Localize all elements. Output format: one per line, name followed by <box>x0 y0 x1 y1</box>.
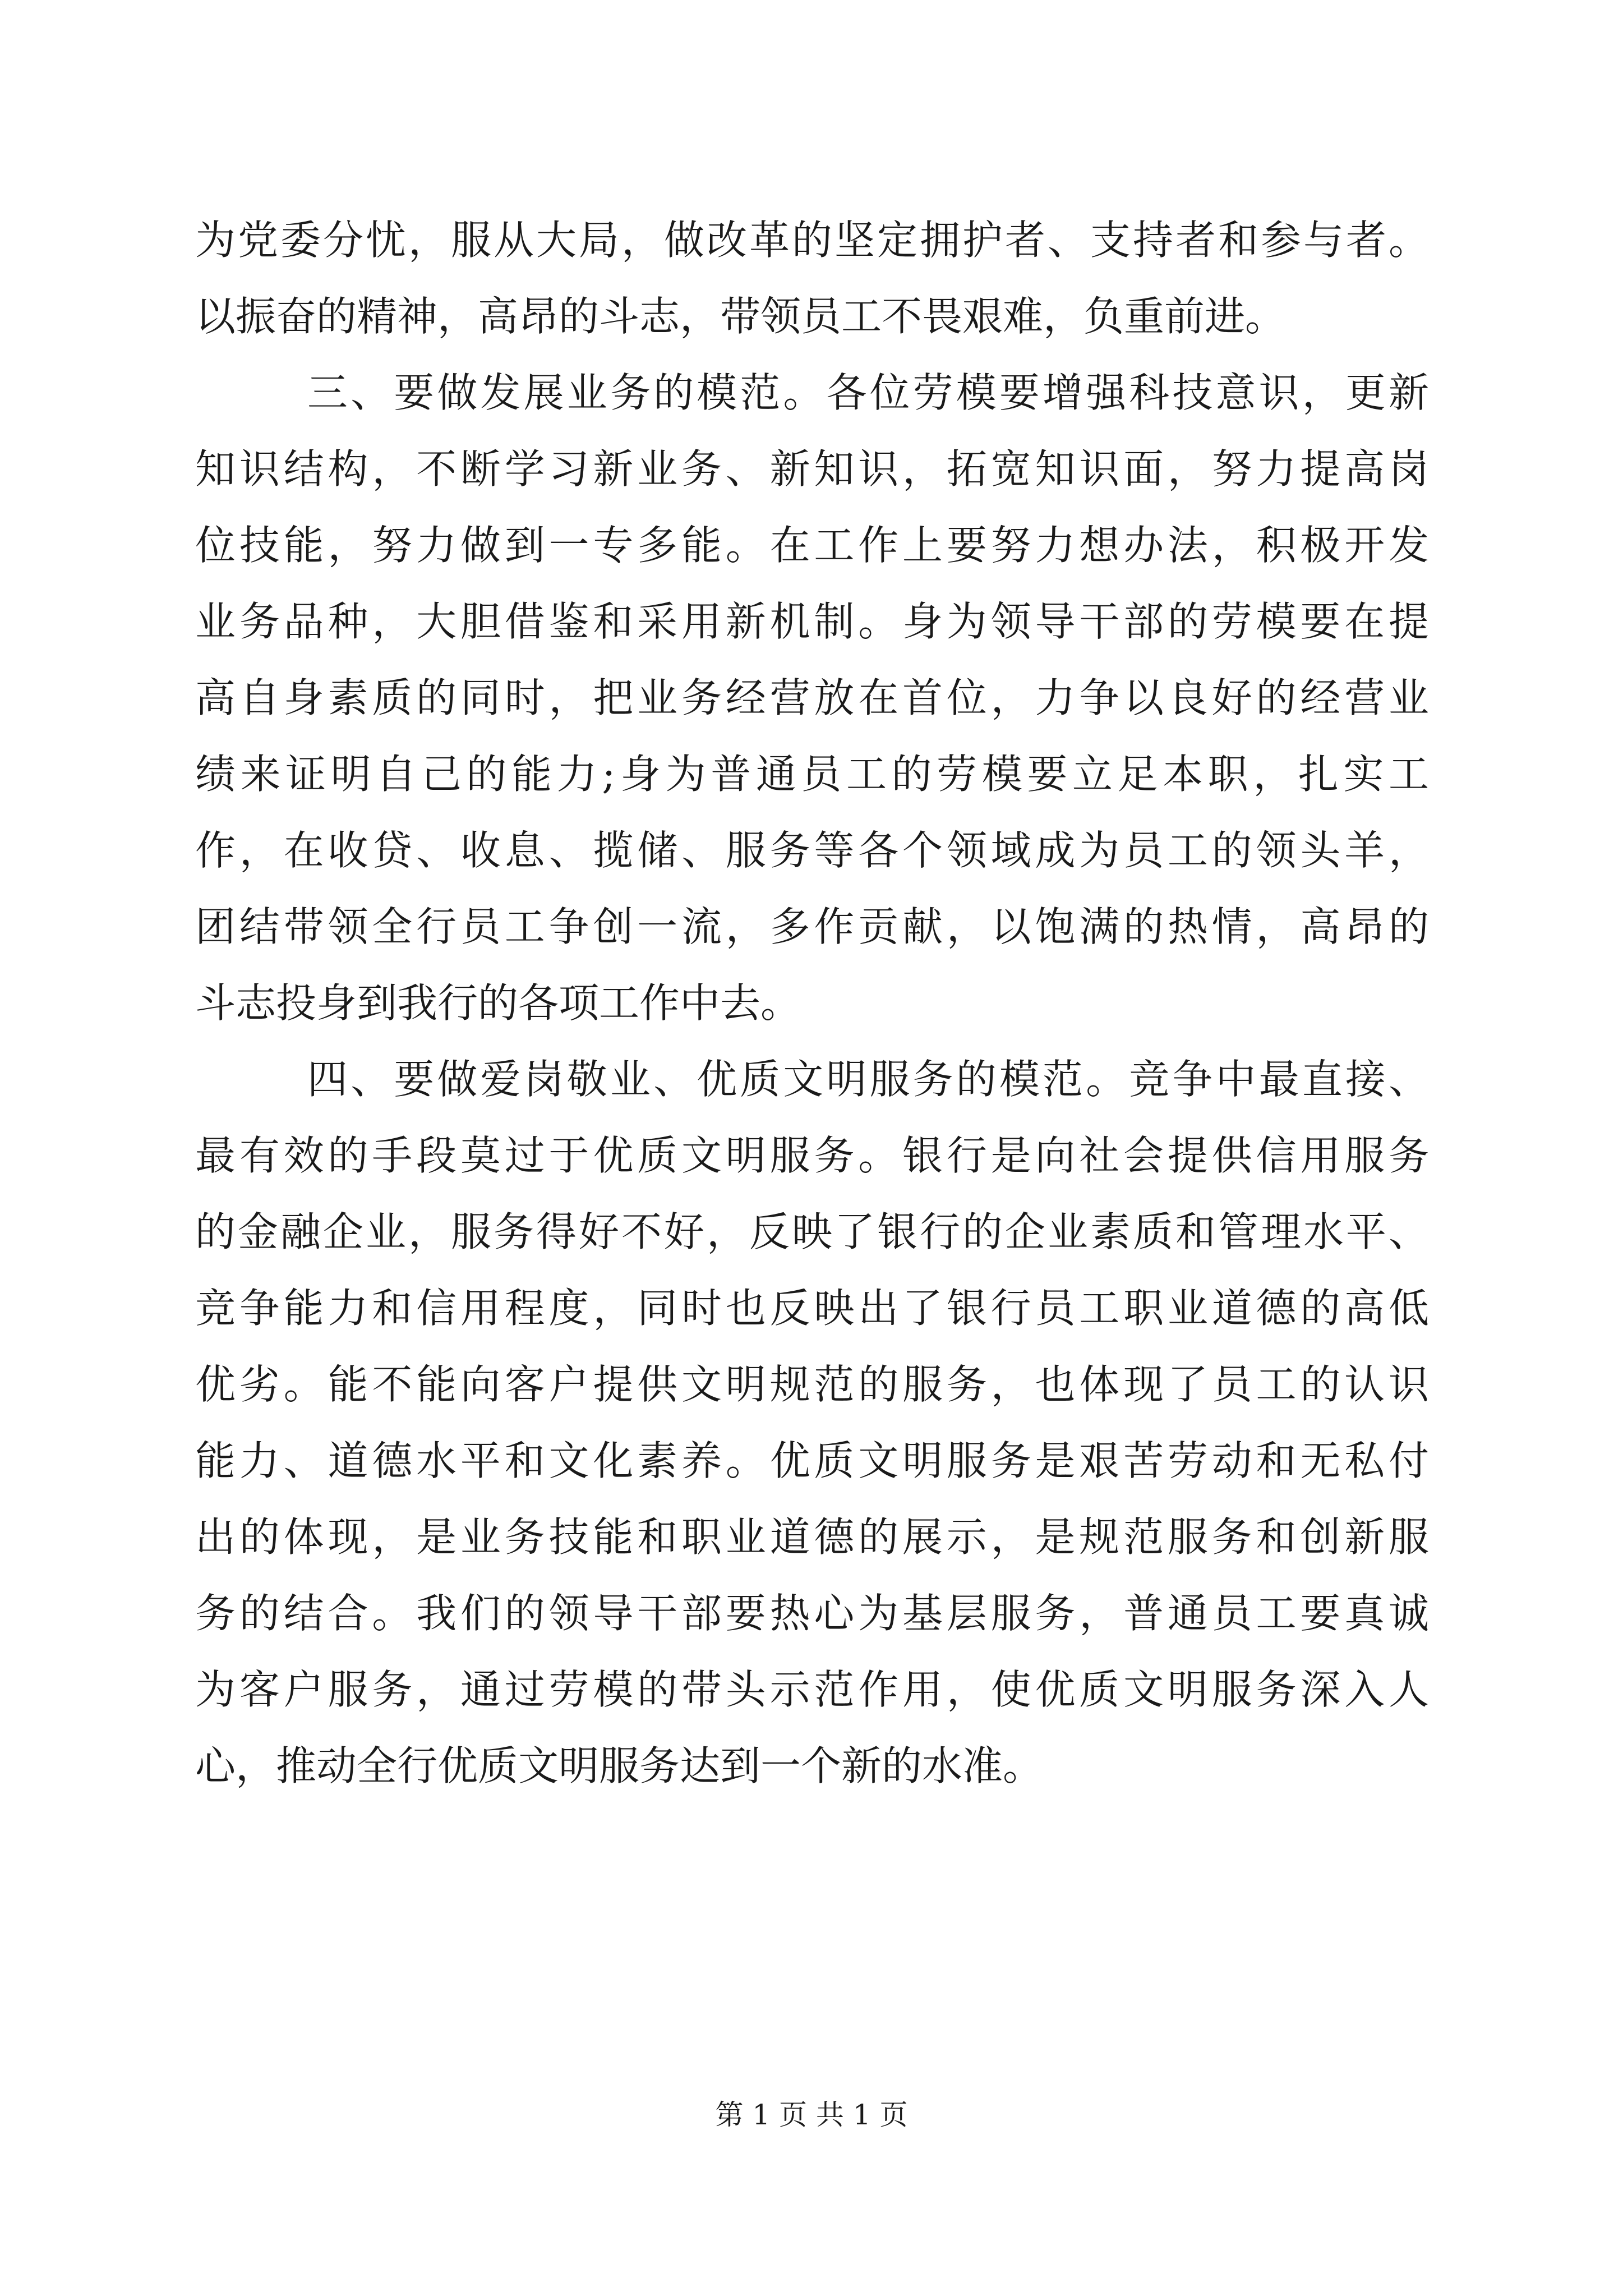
text-line: 出的体现，是业务技能和职业道德的展示，是规范服务和创新服 <box>195 1513 1429 1561</box>
text-line: 绩来证明自己的能力;身为普通员工的劳模要立足本职，扎实工 <box>195 751 1429 798</box>
text-line: 竞争能力和信用程度，同时也反映出了银行员工职业道德的高低 <box>195 1285 1429 1332</box>
text-line: 的金融企业，服务得好不好，反映了银行的企业素质和管理水平、 <box>195 1208 1429 1255</box>
text-line: 斗志投身到我行的各项工作中去。 <box>195 979 801 1027</box>
page-footer <box>0 2095 1623 2134</box>
text-line: 为党委分忧，服从大局，做改革的坚定拥护者、支持者和参与者。 <box>195 217 1429 264</box>
text-line: 高自身素质的同时，把业务经营放在首位，力争以良好的经营业 <box>195 674 1429 721</box>
text-line: 心，推动全行优质文明服务达到一个新的水准。 <box>195 1742 1044 1789</box>
text-line: 优劣。能不能向客户提供文明规范的服务，也体现了员工的认识 <box>195 1361 1429 1408</box>
text-line: 最有效的手段莫过于优质文明服务。银行是向社会提供信用服务 <box>195 1132 1429 1179</box>
text-line: 为客户服务，通过劳模的带头示范作用，使优质文明服务深入人 <box>195 1666 1429 1713</box>
text-line: 作，在收贷、收息、揽储、服务等各个领域成为员工的领头羊， <box>195 827 1429 874</box>
text-line: 业务品种，大胆借鉴和采用新机制。身为领导干部的劳模要在提 <box>195 598 1429 645</box>
text-line: 以振奋的精神，高昂的斗志，带领员工不畏艰难，负重前进。 <box>195 293 1286 340</box>
page-number-label: 第 1 页 共 1 页 <box>715 2099 908 2131</box>
paragraph-heading-line: 四、要做爱岗敬业、优质文明服务的模范。竞争中最直接、 <box>307 1056 1429 1103</box>
text-line: 知识结构，不断学习新业务、新知识，拓宽知识面，努力提高岗 <box>195 445 1429 493</box>
text-line: 务的结合。我们的领导干部要热心为基层服务，普通员工要真诚 <box>195 1590 1429 1637</box>
text-line: 位技能，努力做到一专多能。在工作上要努力想办法，积极开发 <box>195 522 1429 569</box>
text-line: 能力、道德水平和文化素养。优质文明服务是艰苦劳动和无私付 <box>195 1437 1429 1484</box>
body-text <box>195 202 1429 1804</box>
text-line: 团结带领全行员工争创一流，多作贡献，以饱满的热情，高昂的 <box>195 903 1429 950</box>
paragraph-heading-line: 三、要做发展业务的模范。各位劳模要增强科技意识，更新 <box>307 369 1429 416</box>
